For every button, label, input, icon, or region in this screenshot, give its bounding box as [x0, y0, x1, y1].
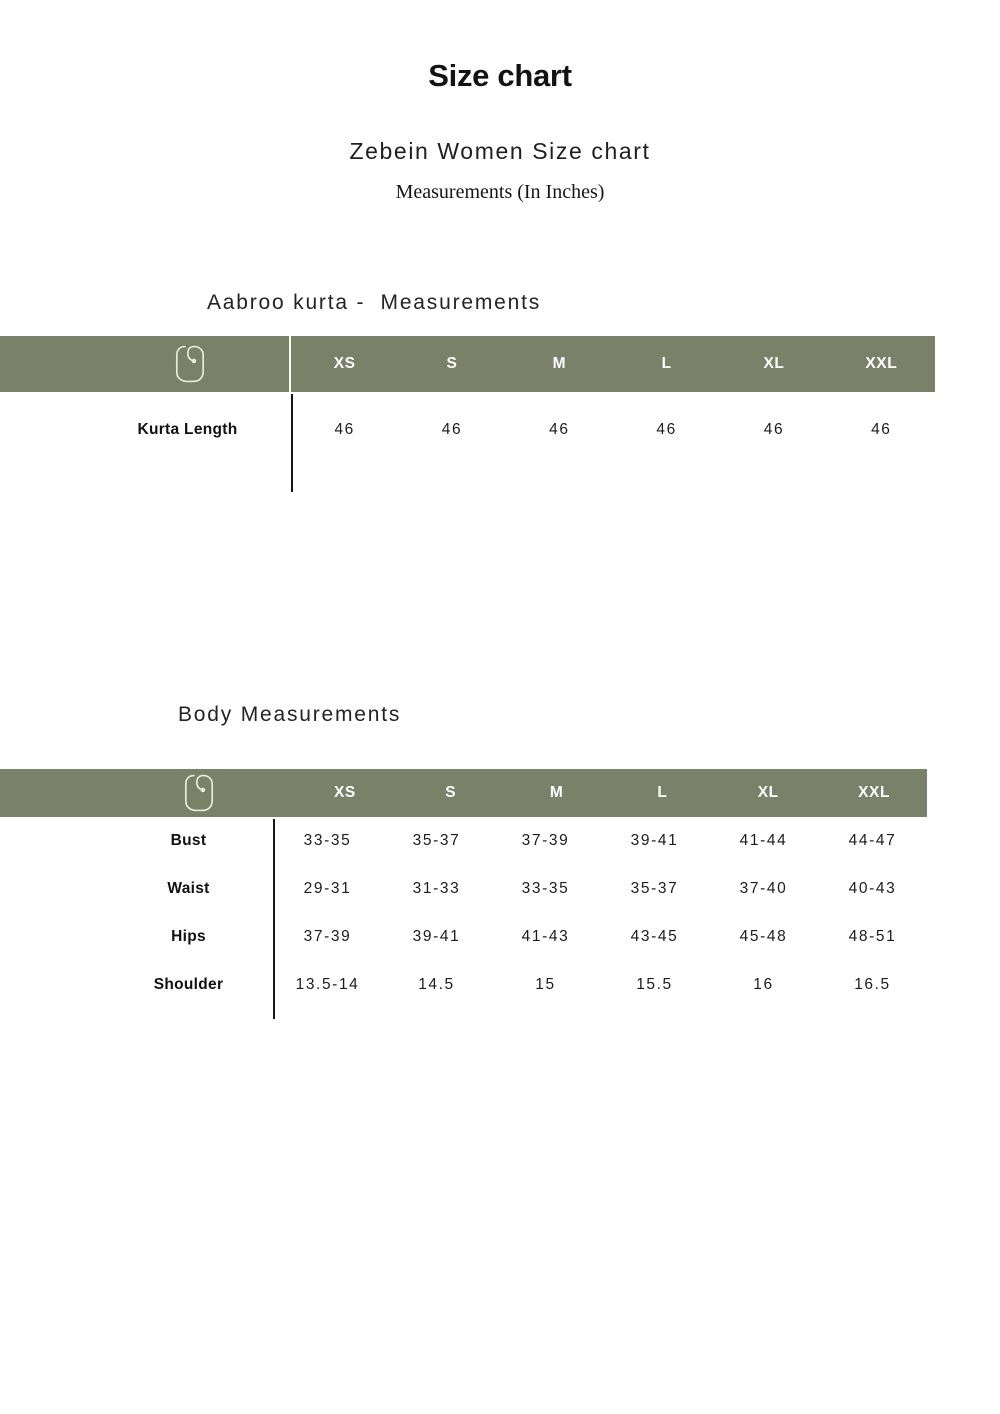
page-subtitle: Zebein Women Size chart [349, 138, 651, 164]
table-row [0, 817, 927, 865]
body-table-header [0, 769, 927, 817]
waist-xs: 29-31 [303, 880, 352, 897]
shoulder-l: 15.5 [636, 976, 673, 993]
row-label: Waist [167, 880, 210, 897]
shoulder-xl: 16 [753, 976, 774, 993]
size-column-header-s: S [445, 784, 457, 801]
kurta-length-s: 46 [441, 421, 463, 438]
waist-s: 31-33 [412, 880, 461, 897]
size-column-header-xxl: XXL [865, 355, 898, 372]
waist-xl: 37-40 [739, 880, 788, 897]
size-column-header-xxl: XXL [858, 784, 891, 801]
units-note: Measurements (In Inches) [395, 181, 605, 203]
bust-l: 39-41 [630, 832, 679, 849]
body-table-body [0, 817, 927, 1019]
garment-tag-icon [182, 772, 216, 814]
body-table-divider [273, 819, 275, 1019]
size-column-header-l: L [657, 784, 668, 801]
bust-m: 37-39 [521, 832, 570, 849]
table-row [0, 392, 935, 492]
waist-l: 35-37 [630, 880, 679, 897]
waist-m: 33-35 [521, 880, 570, 897]
kurta-table-header [0, 336, 935, 392]
shoulder-xxl: 16.5 [854, 976, 891, 993]
row-label: Bust [170, 832, 207, 849]
kurta-length-xxl: 46 [871, 421, 892, 438]
row-label: Shoulder [153, 976, 224, 993]
row-label: Kurta Length [137, 421, 238, 438]
hips-xs: 37-39 [303, 928, 352, 945]
kurta-table-body [0, 392, 935, 492]
page-title: Size chart [428, 58, 572, 93]
bust-xxl: 44-47 [848, 832, 897, 849]
kurta-length-xs: 46 [334, 421, 355, 438]
kurta-table-icon-cell [0, 336, 291, 392]
kurta-length-m: 46 [549, 421, 570, 438]
shoulder-m: 15 [535, 976, 556, 993]
size-column-header-xl: XL [757, 784, 779, 801]
kurta-length-xl: 46 [763, 421, 785, 438]
bust-xl: 41-44 [739, 832, 788, 849]
waist-xxl: 40-43 [848, 880, 897, 897]
bust-s: 35-37 [412, 832, 461, 849]
table-row [0, 961, 927, 1009]
size-column-header-xl: XL [763, 355, 785, 372]
hips-xl: 45-48 [739, 928, 788, 945]
body-section-heading: Body Measurements [178, 703, 402, 726]
hips-l: 43-45 [630, 928, 679, 945]
size-column-header-s: S [446, 355, 458, 372]
garment-tag-icon [173, 342, 207, 386]
row-label: Hips [171, 928, 206, 945]
kurta-section-heading: Aabroo kurta - Measurements [207, 291, 542, 314]
size-column-header-l: L [661, 355, 672, 372]
bust-xs: 33-35 [303, 832, 352, 849]
hips-m: 41-43 [521, 928, 570, 945]
table-row [0, 913, 927, 961]
table-row [0, 865, 927, 913]
hips-s: 39-41 [412, 928, 461, 945]
shoulder-xs: 13.5-14 [295, 976, 360, 993]
size-column-header-xs: XS [333, 784, 356, 801]
size-column-header-xs: XS [333, 355, 356, 372]
size-column-header-m: M [552, 355, 567, 372]
kurta-table-divider [291, 394, 293, 492]
kurta-length-l: 46 [656, 421, 677, 438]
size-column-header-m: M [549, 784, 564, 801]
shoulder-s: 14.5 [418, 976, 455, 993]
body-table-icon-cell [0, 769, 292, 817]
hips-xxl: 48-51 [848, 928, 897, 945]
